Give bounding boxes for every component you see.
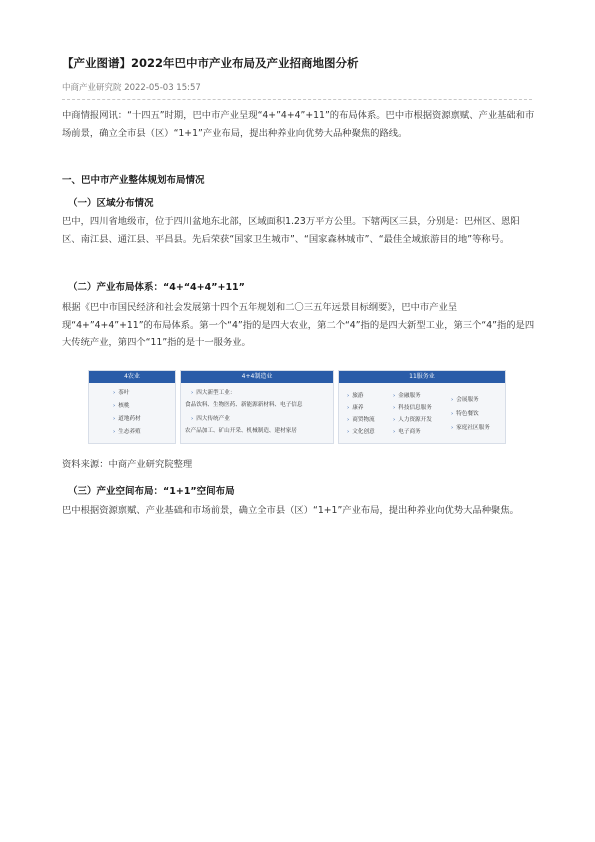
chevron-right-icon: › [393, 393, 396, 399]
manufacturing-panel-title: 4+4制造业 [181, 371, 333, 383]
chevron-right-icon: › [347, 417, 350, 423]
intro-paragraph: 中商情报网讯：“十四五”时期，巴中市产业呈现“4+”4+4”+11”的布局体系。巴中市根据资源禀赋、产业基础和市场前景，确立全市县（区）“1+1”产业布局，提出种养业向优势大品种聚焦的路线。 [62, 110, 535, 139]
list-item: › 文化创意 [347, 429, 375, 435]
article-meta: 中商产业研究院 2022-05-03 15:57 [62, 83, 201, 93]
list-item: › 特色餐饮 [451, 411, 479, 417]
chevron-right-icon: › [347, 405, 350, 411]
sub2-paragraph: 根据《巴中市国民经济和社会发展第十四个五年规划和二〇三五年远景目标纲要》，巴中市产业呈现“4+”4+4”+11”的布局体系。第一个“4”指的是四大农业，第二个“4”指的是四大新型工业，第三个“4”指的是四大传统产业，第四个“11”指的是十一服务业。 [62, 302, 535, 348]
list-item: › 电子商务 [393, 429, 421, 435]
list-item: › 金融服务 [393, 393, 421, 399]
list-item: › 生态养殖 [113, 429, 141, 435]
list-item: › 核桃 [113, 403, 130, 409]
source-note: 资料来源：中商产业研究院整理 [62, 459, 193, 470]
chevron-right-icon: › [191, 416, 194, 422]
sub1-heading: （一）区域分布情况 [68, 198, 154, 209]
chevron-right-icon: › [451, 411, 454, 417]
list-item: › 旅游 [347, 393, 364, 399]
chevron-right-icon: › [393, 417, 396, 423]
services-panel-title: 11服务业 [339, 371, 505, 383]
list-item: › 家庭社区服务 [451, 425, 490, 431]
agriculture-panel [88, 370, 176, 444]
list-item: › 人力资源开发 [393, 417, 432, 423]
article-title: 【产业图谱】2022年巴中市产业布局及产业招商地图分析 [62, 56, 359, 70]
agriculture-panel-title: 4农业 [89, 371, 175, 383]
list-item: › 会展服务 [451, 397, 479, 403]
chevron-right-icon: › [191, 390, 194, 396]
manufacturing-new-industries: 食品饮料、生物医药、新能源新材料、电子信息 [185, 402, 303, 408]
list-item: › 茶叶 [113, 390, 130, 396]
list-item: › 四大传统产业 [191, 416, 230, 422]
chevron-right-icon: › [113, 416, 116, 422]
list-item: › 康养 [347, 405, 364, 411]
list-item: › 道地药材 [113, 416, 141, 422]
manufacturing-panel [180, 370, 334, 444]
list-item: › 科技信息服务 [393, 405, 432, 411]
sub2-heading: （二）产业布局体系：“4+“4+4”+11” [68, 282, 245, 293]
chevron-right-icon: › [393, 429, 396, 435]
chevron-right-icon: › [347, 429, 350, 435]
chevron-right-icon: › [113, 390, 116, 396]
chevron-right-icon: › [393, 405, 396, 411]
chevron-right-icon: › [113, 403, 116, 409]
chevron-right-icon: › [451, 397, 454, 403]
list-item: › 四大新型工业： [191, 390, 236, 396]
industry-layout-figure [88, 370, 506, 444]
divider [62, 99, 532, 100]
services-panel [338, 370, 506, 444]
sub3-paragraph: 巴中根据资源禀赋、产业基础和市场前景，确立全市县（区）“1+1”产业布局，提出种养业向优势大品种聚焦。 [62, 505, 519, 516]
chevron-right-icon: › [347, 393, 350, 399]
sub3-heading: （三）产业空间布局：“1+1”空间布局 [68, 486, 235, 497]
chevron-right-icon: › [451, 425, 454, 431]
list-item: › 商贸物流 [347, 417, 375, 423]
section1-heading: 一、巴中市产业整体规划布局情况 [62, 175, 205, 186]
sub1-paragraph: 巴中，四川省地级市，位于四川盆地东北部，区域面积1.23万平方公里。下辖两区三县，分别是：巴州区、恩阳区、南江县、通江县、平昌县。先后荣获“国家卫生城市”、“国家森林城市”、“最佳全域旅游目的地”等称号。 [62, 216, 520, 245]
chevron-right-icon: › [113, 429, 116, 435]
manufacturing-traditional-industries: 农产品加工、矿山开采、机械制造、建材家居 [185, 428, 297, 434]
